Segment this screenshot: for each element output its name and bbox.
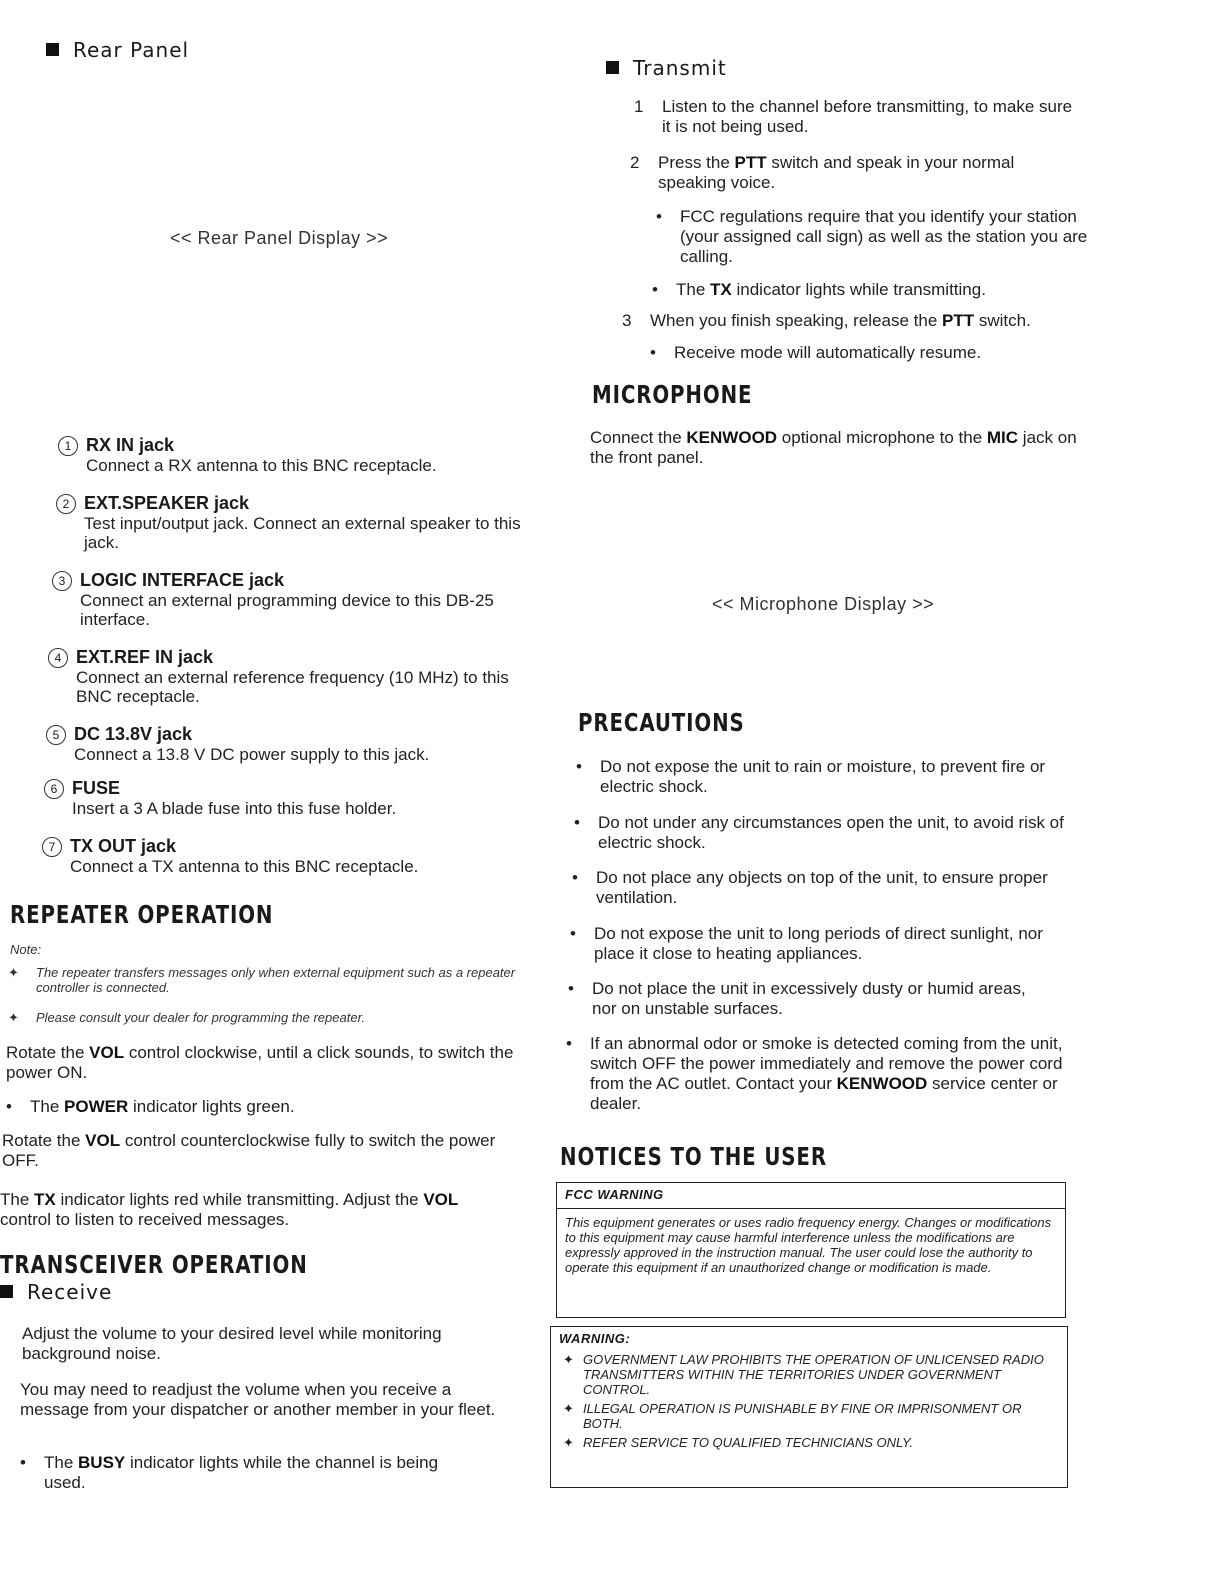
- square-bullet-icon: [0, 1285, 13, 1298]
- circled-number-icon: 7: [42, 837, 62, 857]
- note-item: ✦ The repeater transfers messages only when external equipment such as a repeater controller is connected.: [8, 965, 516, 995]
- precaution-item: • If an abnormal odor or smoke is detected coming from the unit, switch OFF the power immediately and remove the power cord from the AC outlet. Contact your KENWOOD service center or dealer.: [566, 1034, 1063, 1113]
- precaution-item: • Do not place any objects on top of the unit, to ensure proper ventilation.: [572, 868, 1048, 907]
- microphone-heading: MICROPHONE: [592, 380, 753, 409]
- rear-panel-display-placeholder: << Rear Panel Display >>: [170, 228, 389, 248]
- jack-description: Connect a TX antenna to this BNC receptacle.: [70, 857, 419, 876]
- jack-description: Test input/output jack. Connect an external speaker to this jack.: [84, 514, 521, 552]
- fcc-warning-box: [556, 1182, 1066, 1318]
- rear-panel-heading: Rear Panel: [46, 38, 189, 62]
- transceiver-operation-heading: TRANSCEIVER OPERATION: [0, 1250, 308, 1279]
- precaution-item: • Do not expose the unit to rain or moisture, to prevent fire or electric shock.: [576, 757, 1046, 796]
- precaution-item: • Do not place the unit in excessively dusty or humid areas, nor on unstable surfaces.: [568, 979, 1026, 1018]
- power-off-paragraph: Rotate the VOL control counterclockwise fully to switch the power OFF.: [2, 1131, 496, 1170]
- notices-heading: NOTICES TO THE USER: [560, 1142, 827, 1171]
- receive-paragraph-1: Adjust the volume to your desired level while monitoring background noise.: [22, 1324, 442, 1363]
- microphone-display-placeholder: << Microphone Display >>: [712, 594, 935, 614]
- precaution-item: • Do not under any circumstances open the unit, to avoid risk of electric shock.: [574, 813, 1064, 852]
- transmit-heading: Transmit: [606, 56, 727, 80]
- precautions-heading: PRECAUTIONS: [578, 708, 745, 737]
- receive-mode-bullet: • Receive mode will automatically resume.: [650, 343, 982, 362]
- jack-item-logic-interface: 3 LOGIC INTERFACE jack Connect an external programming device to this DB-25 interface.: [52, 570, 512, 629]
- circled-number-icon: 1: [58, 436, 78, 456]
- receive-paragraph-2: You may need to readjust the volume when you receive a message from your dispatcher or another member in your fleet.: [20, 1380, 496, 1419]
- jack-description: Connect a RX antenna to this BNC receptacle.: [86, 456, 437, 475]
- repeater-operation-heading: REPEATER OPERATION: [10, 900, 274, 929]
- fcc-warning-title: FCC WARNING: [565, 1187, 664, 1202]
- jack-item-tx-out: 7 TX OUT jack Connect a TX antenna to this BNC receptacle.: [42, 836, 502, 876]
- transmit-step-3: 3 When you finish speaking, release the PTT switch.: [622, 311, 1031, 330]
- microphone-paragraph: Connect the KENWOOD optional microphone to the MIC jack on the front panel.: [590, 428, 1077, 467]
- tx-indicator-bullet: • The TX indicator lights while transmitting.: [652, 280, 986, 299]
- receive-heading: Receive: [0, 1280, 112, 1304]
- transmit-step-2: 2 Press the PTT switch and speak in your normal speaking voice.: [630, 153, 1015, 192]
- fcc-regulation-bullet: • FCC regulations require that you identify your station (your assigned call sign) as well as the station you are calling.: [656, 207, 1088, 266]
- jack-description: Connect an external programming device to this DB-25 interface.: [80, 591, 494, 629]
- jack-description: Connect a 13.8 V DC power supply to this jack.: [74, 745, 430, 764]
- jack-item-rx-in: 1 RX IN jack Connect a RX antenna to this BNC receptacle.: [58, 435, 498, 475]
- jack-item-ext-ref-in: 4 EXT.REF IN jack Connect an external reference frequency (10 MHz) to this BNC receptacle.: [48, 647, 538, 706]
- square-bullet-icon: [46, 43, 59, 56]
- circled-number-icon: 5: [46, 725, 66, 745]
- jack-description: Insert a 3 A blade fuse into this fuse holder.: [72, 799, 397, 818]
- busy-indicator-bullet: • The BUSY indicator lights while the channel is being used.: [20, 1453, 439, 1492]
- warning-item: ✦ ILLEGAL OPERATION IS PUNISHABLE BY FINE OR IMPRISONMENT OR BOTH.: [563, 1401, 1022, 1431]
- transmit-step-1: 1 Listen to the channel before transmitting, to make sure it is not being used.: [634, 97, 1073, 136]
- power-indicator-bullet: • The POWER indicator lights green.: [6, 1097, 295, 1116]
- jack-item-fuse: 6 FUSE Insert a 3 A blade fuse into this fuse holder.: [44, 778, 484, 818]
- precaution-item: • Do not expose the unit to long periods of direct sunlight, nor place it close to heating appliances.: [570, 924, 1043, 963]
- circled-number-icon: 6: [44, 779, 64, 799]
- jack-item-ext-speaker: 2 EXT.SPEAKER jack Test input/output jack. Connect an external speaker to this jack.: [56, 493, 526, 552]
- square-bullet-icon: [606, 61, 619, 74]
- circled-number-icon: 2: [56, 494, 76, 514]
- warning-title: WARNING:: [559, 1331, 631, 1346]
- circled-number-icon: 3: [52, 571, 72, 591]
- note-item: ✦ Please consult your dealer for programming the repeater.: [8, 1010, 366, 1025]
- jack-item-dc-13-8v: 5 DC 13.8V jack Connect a 13.8 V DC power supply to this jack.: [46, 724, 516, 764]
- tx-indicator-paragraph: The TX indicator lights red while transmitting. Adjust the VOL control to listen to received messages.: [0, 1190, 459, 1229]
- warning-item: ✦ GOVERNMENT LAW PROHIBITS THE OPERATION OF UNLICENSED RADIO TRANSMITTERS WITHIN THE TERRITORIES UNDER GOVERNMENT CONTROL.: [563, 1352, 1044, 1397]
- circled-number-icon: 4: [48, 648, 68, 668]
- warning-box: [550, 1326, 1068, 1488]
- power-on-paragraph: Rotate the VOL control clockwise, until a click sounds, to switch the power ON.: [6, 1043, 514, 1082]
- note-label: Note:: [10, 942, 42, 957]
- jack-description: Connect an external reference frequency (10 MHz) to this BNC receptacle.: [76, 668, 509, 706]
- fcc-warning-text: This equipment generates or uses radio frequency energy. Changes or modifications to this equipment may cause harmful interference unless the modifications are expressly approved in the instruction manual. The user could lose the authority to operate this equipment if an unauthorized change or modification is made.: [565, 1215, 1052, 1275]
- warning-item: ✦ REFER SERVICE TO QUALIFIED TECHNICIANS ONLY.: [563, 1435, 914, 1450]
